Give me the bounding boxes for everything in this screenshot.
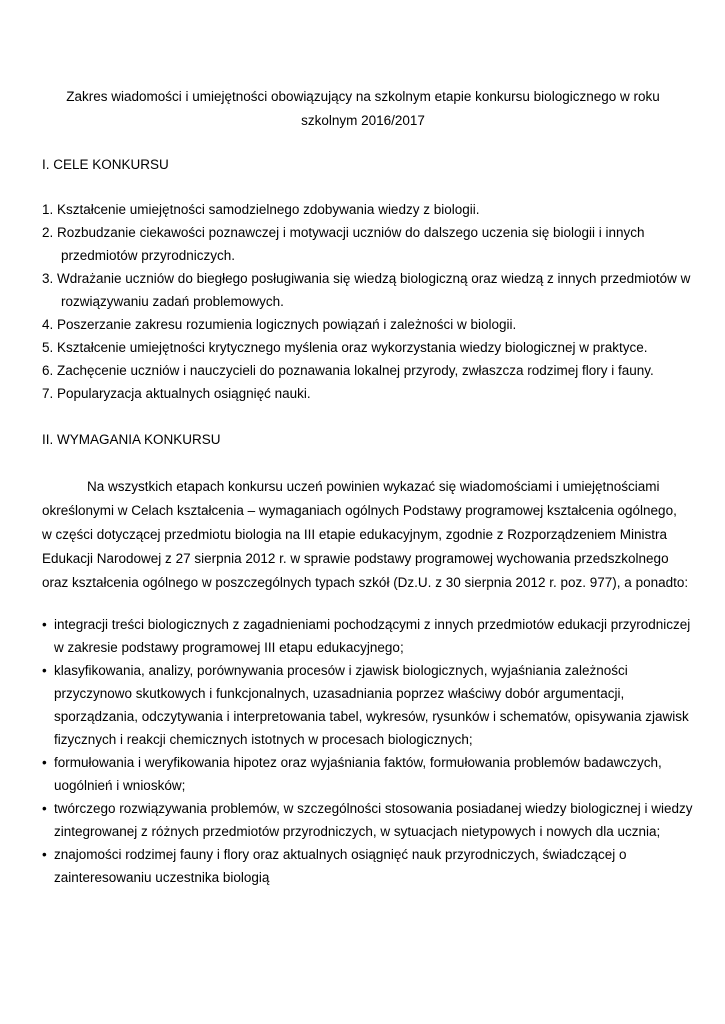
bullet-icon: • <box>42 617 47 632</box>
document-title: Zakres wiadomości i umiejętności obowiązujący na szkolnym etapie konkursu biologicznego w roku szkolnym 2016/2017 <box>66 89 660 128</box>
requirements-list <box>42 613 702 889</box>
bullet-icon: • <box>42 847 47 862</box>
bullet-icon: • <box>42 801 47 816</box>
requirement-item <box>42 613 702 659</box>
goal-item: 1. Kształcenie umiejętności samodzielnego zdobywania wiedzy z biologii. <box>42 202 480 217</box>
requirement-item <box>42 797 702 843</box>
requirement-item <box>42 659 702 751</box>
requirement-text: twórczego rozwiązywania problemów, w szczególności stosowania posiadanej wiedzy biologicznej i wiedzy zintegrowanej z różnych przedmiotów przyrodniczych, w sytuacjach nietypowych i nowych dla ucznia; <box>54 801 693 839</box>
requirement-text: klasyfikowania, analizy, porównywania procesów i zjawisk biologicznych, wyjaśniania zależności przyczynowo skutkowych i funkcjonalnych, uzasadniania poprzez właściwy dobór argumentacji, sporządzania, odczytywania i interpretowania tabel, wykresów, rysunków i schematów, opisywania zjawisk fizycznych i reakcji chemicznych istotnych w procesach biologicznych; <box>54 663 689 747</box>
goal-item: 4. Poszerzanie zakresu rozumienia logicznych powiązań i zależności w biologii. <box>42 317 517 332</box>
goals-list <box>42 198 702 405</box>
requirement-item <box>42 751 702 797</box>
requirement-text: integracji treści biologicznych z zagadnieniami pochodzącymi z innych przedmiotów edukacji przyrodniczej w zakresie podstawy programowej III etapu edukacyjnego; <box>54 617 691 655</box>
requirements-intro: Na wszystkich etapach konkursu uczeń powinien wykazać się wiadomościami i umiejętnościami określonymi w Celach kształcenia – wymaganiach ogólnych Podstawy programowej kształcenia ogólnego, w części dotyczącej przedmiotu biologia na III etapie edukacyjnym, zgodnie z Rozporządzeniem Ministra Edukacji Narodowej z 27 sierpnia 2012 r. w sprawie podstawy programowej wychowania przedszkolnego oraz kształcenia ogólnego w poszczególnych typach szkół (Dz.U. z 30 sierpnia 2012 r. poz. 977), a ponadto: <box>42 479 689 590</box>
goal-item: 7. Popularyzacja aktualnych osiągnięć nauki. <box>42 386 311 401</box>
section-heading-requirements: II. WYMAGANIA KONKURSU <box>42 432 221 447</box>
requirement-text: formułowania i weryfikowania hipotez oraz wyjaśniania faktów, formułowania problemów badawczych, uogólnień i wniosków; <box>54 755 662 793</box>
goal-item: 5. Kształcenie umiejętności krytycznego myślenia oraz wykorzystania wiedzy biologicznej w praktyce. <box>42 340 648 355</box>
bullet-icon: • <box>42 663 47 678</box>
goal-item: 6. Zachęcenie uczniów i nauczycieli do poznawania lokalnej przyrody, zwłaszcza rodzimej flory i fauny. <box>42 363 654 378</box>
requirement-text: znajomości rodzimej fauny i flory oraz aktualnych osiągnięć nauk przyrodniczych, świadczącej o zainteresowaniu uczestnika biologią <box>54 847 627 885</box>
requirement-item <box>42 843 702 889</box>
section-heading-goals: I. CELE KONKURSU <box>42 157 169 172</box>
goal-item: 2. Rozbudzanie ciekawości poznawczej i motywacji uczniów do dalszego uczenia się biologii i innych przedmiotów przyrodniczych. <box>42 225 645 263</box>
bullet-icon: • <box>42 755 47 770</box>
goal-item: 3. Wdrażanie uczniów do biegłego posługiwania się wiedzą biologiczną oraz wiedzą z innych przedmiotów w rozwiązywaniu zadań problemowych. <box>42 271 691 309</box>
